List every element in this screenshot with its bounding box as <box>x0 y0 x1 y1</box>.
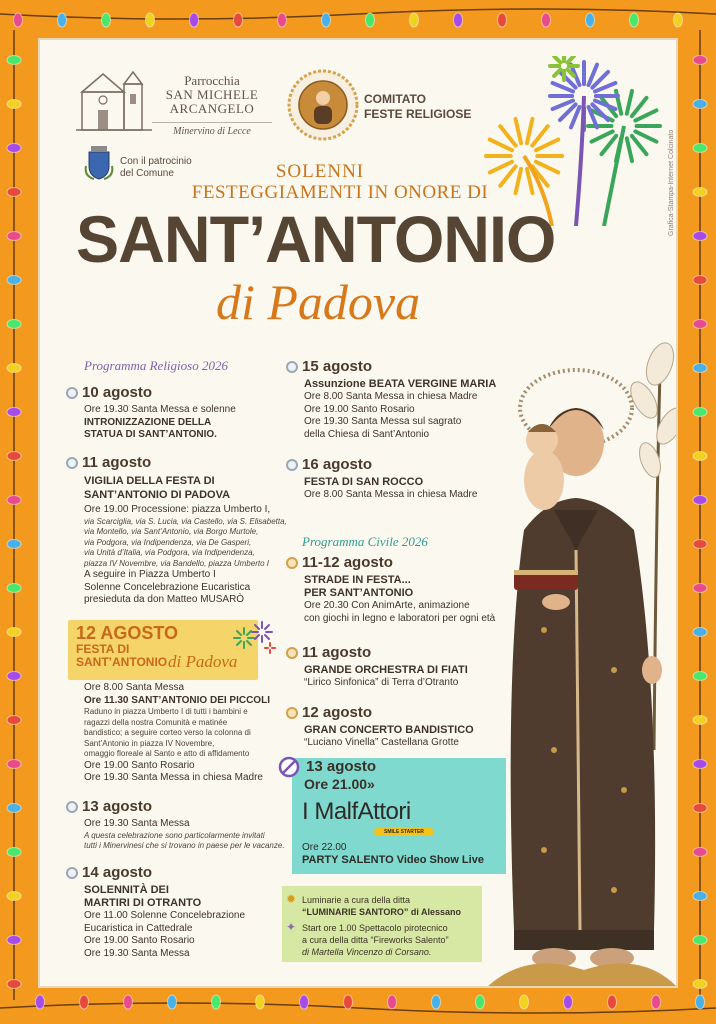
event-line: Ore 19.00 Santo Rosario <box>84 759 195 771</box>
light-bulb-icon <box>693 540 707 549</box>
event-date: 11 agosto <box>302 644 372 661</box>
event-note: A questa celebrazione sono particolarmente invitati <box>84 830 265 840</box>
event-date: 13 agosto <box>82 798 153 815</box>
event-line: presieduta da don Matteo MUSARÒ <box>84 594 245 605</box>
light-bulb-icon <box>234 13 243 27</box>
event-route: via Podgora, via Indipendenza, via De Gasperi, <box>84 537 252 547</box>
light-bulb-icon <box>7 276 21 285</box>
event-note: bandistico; a seguire corteo verso la colonna di <box>84 728 251 737</box>
light-bulb-icon <box>124 995 133 1009</box>
light-bulb-icon <box>102 13 111 27</box>
event-date: 10 agosto <box>82 384 153 401</box>
light-bulb-icon <box>7 804 21 813</box>
event-line: della Chiesa di Sant’Antonio <box>304 428 430 440</box>
event-route: via Montello, via Sant’Antonio, via Borgo Murtole, <box>84 527 259 536</box>
light-bulb-icon <box>693 628 707 637</box>
light-bulb-icon <box>80 995 89 1009</box>
light-bulb-icon <box>7 540 21 549</box>
light-bulb-icon <box>693 496 707 505</box>
light-bulb-icon <box>7 980 21 989</box>
event-title: Assunzione BEATA VERGINE MARIA <box>304 378 497 390</box>
light-bulb-icon <box>7 364 21 373</box>
light-bulb-icon <box>498 13 507 27</box>
event-line: A seguire in Piazza Umberto I <box>84 569 216 580</box>
light-bulb-icon <box>7 144 21 153</box>
lyre-icon <box>286 707 298 719</box>
saint-anthony-statue-image <box>484 330 678 988</box>
calendar-icon <box>286 361 298 373</box>
light-bulb-icon <box>410 13 419 27</box>
event-note: ragazzi della nostra Comunità e matinée <box>84 717 228 727</box>
light-bulb-icon <box>693 804 707 813</box>
event-title: FESTA DI SAN ROCCO <box>304 476 424 488</box>
light-bulb-icon <box>693 892 707 901</box>
event-civile-11-agosto <box>286 644 516 690</box>
event-line: Ore 19.30 Santa Messa <box>84 818 190 829</box>
church-icon <box>74 66 154 134</box>
event-note: omaggio floreale al Santo e atto di affidamento <box>84 749 250 758</box>
band-name: I MalfAttori <box>302 798 411 825</box>
light-bulb-icon <box>7 892 21 901</box>
parrocchia-name <box>152 74 272 139</box>
event-title: GRANDE ORCHESTRA DI FIATI <box>304 664 468 676</box>
light-bulb-icon <box>630 13 639 27</box>
event-15-agosto <box>286 358 516 441</box>
light-bulb-icon <box>14 13 23 27</box>
light-bulb-icon <box>693 408 707 417</box>
event-line: Ore 19.00 Santo Rosario <box>84 935 195 946</box>
light-bulb-icon <box>454 13 463 27</box>
event-date: 15 agosto <box>302 358 373 375</box>
banner-date: 12 AGOSTO <box>76 623 179 643</box>
event-line: Ore 11.00 Solenne Concelebrazione <box>84 910 246 921</box>
light-bulb-icon <box>693 760 707 769</box>
title-line2: FESTEGGIAMENTI IN ONORE DI <box>191 182 489 203</box>
event-line: Eucaristica in Cattedrale <box>84 922 193 934</box>
lyre-icon <box>286 647 298 659</box>
event-line: “Lirico Sinfonica” di Terra d’Otranto <box>304 677 459 688</box>
event-title: GRAN CONCERTO BANDISTICO <box>304 724 474 736</box>
light-bulb-icon <box>693 144 707 153</box>
light-bulb-icon <box>693 672 707 681</box>
light-bulb-icon <box>608 995 617 1009</box>
light-bulb-icon <box>476 995 485 1009</box>
calendar-icon <box>66 867 78 879</box>
light-bulb-icon <box>693 232 707 241</box>
credit-line: a cura della ditta “Fireworks Salento” <box>302 935 449 945</box>
banner-line1: FESTA DI <box>76 642 130 656</box>
event-time: Ore 22.00 <box>302 842 347 853</box>
light-bulb-icon <box>7 584 21 593</box>
light-bulb-icon <box>388 995 397 1009</box>
event-civile-12-agosto <box>286 704 516 750</box>
event-12-agosto <box>84 682 304 785</box>
comitato-line2: FESTE RELIGIOSE <box>364 107 472 121</box>
light-bulb-icon <box>432 995 441 1009</box>
light-bulb-icon <box>300 995 309 1009</box>
parrocchia-place: Minervino di Lecce <box>152 122 272 139</box>
light-bulb-icon <box>7 628 21 637</box>
event-date: 11 agosto <box>82 454 152 471</box>
parrocchia-label: Parrocchia <box>184 73 240 88</box>
event-line: Ore 8.00 Santa Messa <box>84 682 185 693</box>
light-bulb-icon <box>693 584 707 593</box>
event-note: Raduno in piazza Umberto I di tutti i bambini e <box>84 707 248 716</box>
event-show: PARTY SALENTO Video Show Live <box>302 854 484 866</box>
event-line: STATUA DI SANT’ANTONIO. <box>84 429 217 440</box>
event-line: Solenne Concelebrazione Eucaristica <box>84 581 251 593</box>
title-line1: SOLENNI <box>275 161 365 182</box>
light-bulb-icon <box>693 716 707 725</box>
cube-icon <box>286 557 298 569</box>
event-route: piazza IV Novembre, via Bandello, piazza Umberto I <box>84 558 269 568</box>
banner-script: di Padova <box>168 652 238 671</box>
credit-line: di Martella Vincenzo di Corsano. <box>302 947 432 957</box>
light-bulb-icon <box>7 56 21 65</box>
light-bulb-icon <box>146 13 155 27</box>
event-line: Ore 19.30 Santa Messa e solenne <box>84 404 236 415</box>
light-bulb-icon <box>7 496 21 505</box>
event-date: 11-12 agosto <box>302 554 393 571</box>
light-bulb-icon <box>693 364 707 373</box>
event-line: Ore 19.30 Santa Messa sul sagrato <box>304 416 462 427</box>
comitato-medallion-icon <box>286 68 360 142</box>
parrocchia-name-line2: SAN MICHELE <box>165 87 259 102</box>
calendar-icon <box>66 387 78 399</box>
event-date: 12 agosto <box>302 704 373 721</box>
event-line: Ore 8.00 Santa Messa in chiesa Madre <box>304 489 478 500</box>
band-subtitle: SMILE STARTER <box>374 828 434 836</box>
light-bulb-icon <box>564 995 573 1009</box>
event-line: INTRONIZZAZIONE DELLA <box>84 416 212 428</box>
light-bulb-icon <box>168 995 177 1009</box>
light-bulb-icon <box>586 13 595 27</box>
event-title: SOLENNITÀ DEI <box>84 884 169 896</box>
event-note: tutti i Minervinesi che si trovano in paese per le vacanze. <box>84 841 285 850</box>
light-bulb-icon <box>693 188 707 197</box>
light-bulb-icon <box>7 848 21 857</box>
credit-line: “LUMINARIE SANTORO” di Alessano <box>302 907 462 917</box>
patrocinio-line1: Con il patrocinio <box>120 156 192 167</box>
calendar-icon <box>66 801 78 813</box>
no-sign-icon <box>278 756 300 778</box>
light-bulb-icon <box>7 452 21 461</box>
patrocinio-line2: del Comune <box>120 168 174 179</box>
event-route: via Scarciglia, via S. Lucia, via Castello, via S. Elisabetta, <box>84 516 287 526</box>
event-title: MARTIRI DI OTRANTO <box>84 897 202 909</box>
light-bulb-icon <box>190 13 199 27</box>
light-bulb-icon <box>7 320 21 329</box>
event-civile-11-12-agosto <box>286 554 516 625</box>
event-title: STRADE IN FESTA... <box>304 574 411 586</box>
event-line: “Luciano Vinella” Castellana Grotte <box>304 737 459 748</box>
event-line: Ore 20.30 Con AnimArte, animazione <box>304 600 470 611</box>
credit-line: Start ore 1.00 Spettacolo pirotecnico <box>302 923 448 933</box>
event-line: Ore 19.00 Processione: piazza Umberto I, <box>84 504 271 515</box>
event-date: 16 agosto <box>302 456 373 473</box>
light-bulb-icon <box>7 188 21 197</box>
event-line: Ore 11.30 SANT’ANTONIO DEI PICCOLI <box>84 694 270 706</box>
event-date: 14 agosto <box>82 864 153 881</box>
calendar-icon <box>66 457 78 469</box>
light-bulb-icon <box>542 13 551 27</box>
light-bulb-icon <box>58 13 67 27</box>
side-credit: Grafica-Stampa-Internet Colcinato <box>668 129 675 236</box>
event-time: Ore 21.00» <box>304 776 375 792</box>
light-bulb-icon <box>7 408 21 417</box>
event-16-agosto <box>286 456 516 502</box>
event-title: VIGILIA DELLA FESTA DI <box>84 475 215 487</box>
comitato-name <box>364 92 471 122</box>
event-title: PER SANT’ANTONIO <box>304 587 414 599</box>
light-bulb-icon <box>693 276 707 285</box>
event-route: via Unità d’Italia, via Podgora, via Indipendenza, <box>84 548 255 557</box>
light-bulb-icon <box>693 320 707 329</box>
light-bulb-icon <box>7 760 21 769</box>
event-14-agosto <box>66 864 302 960</box>
event-13-agosto-religioso <box>66 798 302 852</box>
light-bulb-icon <box>278 13 287 27</box>
parrocchia-name-line3: ARCANGELO <box>169 101 255 116</box>
credit-line: Luminarie a cura della ditta <box>302 895 411 905</box>
light-bulb-icon <box>256 995 265 1009</box>
title-script: di Padova <box>216 274 421 330</box>
banner-line2: SANT’ANTONIO <box>76 655 168 669</box>
event-line: con giochi in legno e laboratori per ogni età <box>304 612 496 624</box>
event-line: Ore 19.30 Santa Messa <box>84 947 190 959</box>
light-bulb-icon <box>7 232 21 241</box>
comitato-line1: COMITATO <box>364 92 426 106</box>
light-bulb-icon <box>696 995 705 1009</box>
light-bulb-icon <box>36 995 45 1009</box>
event-title: SANT’ANTONIO DI PADOVA <box>84 489 231 501</box>
programma-religioso-heading: Programma Religioso 2026 <box>84 358 228 373</box>
event-11-agosto <box>66 454 302 607</box>
sun-icon: ✹ <box>286 892 297 906</box>
event-line: Ore 8.00 Santa Messa in chiesa Madre <box>304 391 478 402</box>
light-bulb-icon <box>212 995 221 1009</box>
light-bulb-icon <box>322 13 331 27</box>
event-line: Ore 19.30 Santa Messa in chiesa Madre <box>84 772 263 783</box>
light-bulb-icon <box>693 100 707 109</box>
programma-civile-heading: Programma Civile 2026 <box>302 534 428 549</box>
light-bulb-icon <box>7 100 21 109</box>
event-civile-13-agosto <box>292 758 506 874</box>
event-line: Ore 19.00 Santo Rosario <box>304 403 415 415</box>
calendar-icon <box>286 459 298 471</box>
light-bulb-icon <box>693 980 707 989</box>
event-note: Sant’Antonio in piazza IV Novembre, <box>84 738 215 748</box>
light-bulb-icon <box>693 848 707 857</box>
light-bulb-icon <box>693 452 707 461</box>
light-bulb-icon <box>7 936 21 945</box>
light-bulb-icon <box>366 13 375 27</box>
light-bulb-icon <box>674 13 683 27</box>
credits-box <box>282 886 482 962</box>
light-bulb-icon <box>7 672 21 681</box>
light-bulb-icon <box>7 716 21 725</box>
light-bulb-icon <box>344 995 353 1009</box>
event-10-agosto <box>66 384 296 442</box>
light-bulb-icon <box>693 936 707 945</box>
poster-sheet <box>38 38 678 988</box>
light-bulb-icon <box>693 56 707 65</box>
event-date: 13 agosto <box>306 758 377 775</box>
sparkle-icon: ✦ <box>286 920 297 934</box>
title-main: SANT’ANTONIO <box>76 202 556 276</box>
light-bulb-icon <box>520 995 529 1009</box>
light-bulb-icon <box>652 995 661 1009</box>
fireworks-small-icon <box>230 618 276 658</box>
